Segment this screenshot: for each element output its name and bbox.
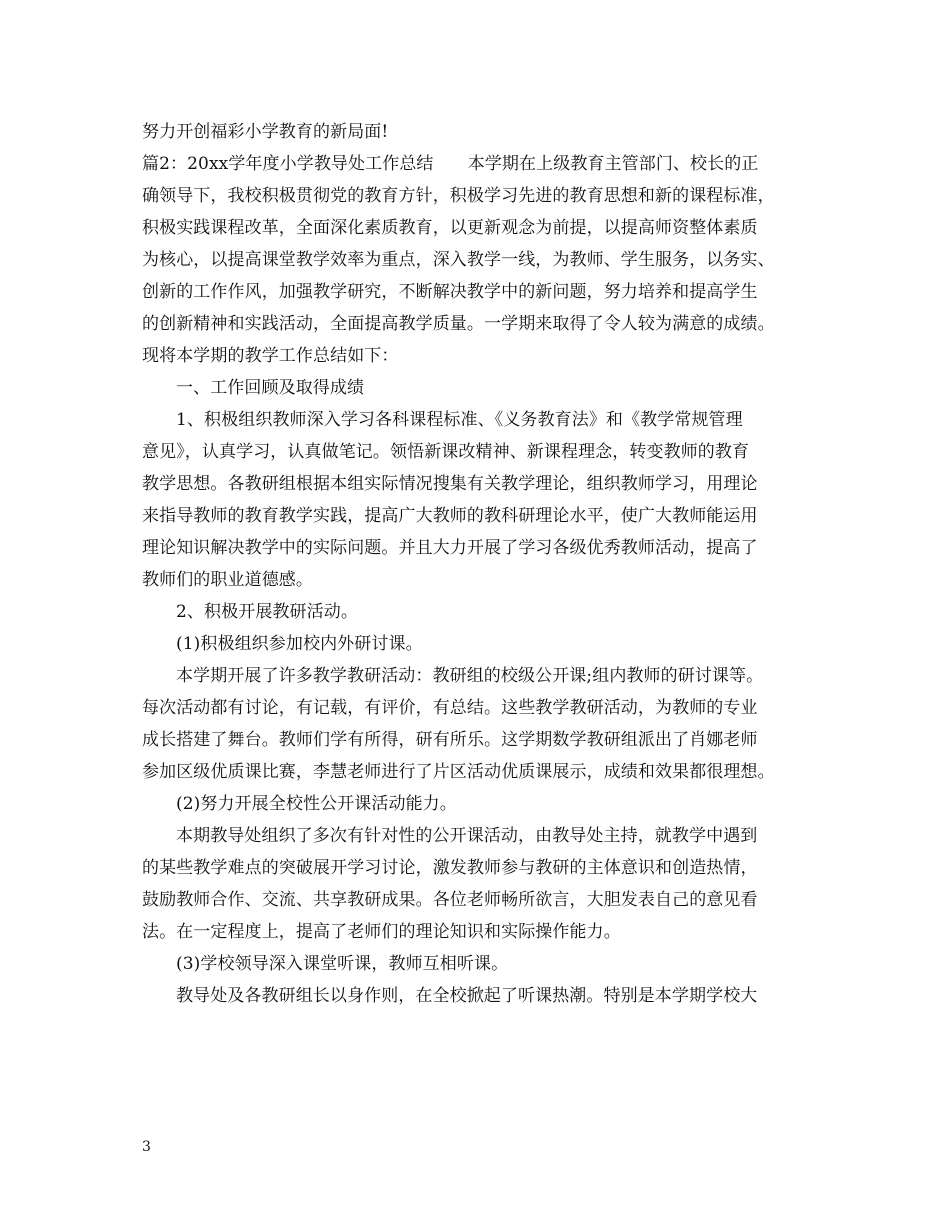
text-line: 来指导教师的教育教学实践，提高广大教师的教科研理论水平，使广大教师能运用 [142, 506, 758, 526]
text-line: 教学思想。各教研组根据本组实际情况搜集有关教学理论，组织教师学习，用理论 [142, 474, 758, 494]
text-line: 鼓励教师合作、交流、共享教研成果。各位老师畅所欲言，大胆发表自己的意见看 [142, 890, 758, 910]
text-line: 为核心，以提高课堂教学效率为重点，深入教学一线，为教师、学生服务，以务实、 [142, 250, 775, 270]
text-line: 努力开创福彩小学教育的新局面! [142, 122, 389, 142]
text-line: 1、积极组织教师深入学习各科课程标准、《义务教育法》和《教学常规管理 [176, 410, 743, 430]
text-line: 确领导下，我校积极贯彻党的教育方针，积极学习先进的教育思想和新的课程标准， [142, 186, 775, 206]
text-line: 教导处及各教研组长以身作则，在全校掀起了听课热潮。特别是本学期学校大 [176, 986, 758, 1006]
text-line: 创新的工作作风，加强教学研究，不断解决教学中的新问题，努力培养和提高学生 [142, 282, 758, 302]
text-line: 的某些教学难点的突破展开学习讨论，激发教师参与教研的主体意识和创造热情， [142, 858, 758, 878]
page-number: 3 [142, 1139, 151, 1155]
subsection-heading: (1)积极组织参加校内外研讨课。 [176, 634, 423, 654]
subsection-heading: 2、积极开展教研活动。 [176, 602, 358, 622]
text-line: 现将本学期的教学工作总结如下： [142, 346, 399, 366]
text-line: 成长搭建了舞台。教师们学有所得，研有所乐。这学期数学教研组派出了肖娜老师 [142, 730, 758, 750]
document-body [142, 116, 842, 1012]
text-line: 积极实践课程改革，全面深化素质教育，以更新观念为前提，以提高师资整体素质 [142, 218, 758, 238]
subsection-heading: (3)学校领导深入课堂听课，教师互相听课。 [176, 954, 509, 974]
text-line: 参加区级优质课比赛，李慧老师进行了片区活动优质课展示，成绩和效果都很理想。 [142, 762, 775, 782]
subsection-heading: (2)努力开展全校性公开课活动能力。 [176, 794, 457, 814]
section-heading: 一、工作回顾及取得成绩 [176, 378, 365, 398]
text-line: 每次活动都有讨论，有记载，有评价，有总结。这些教学教研活动，为教师的专业 [142, 698, 758, 718]
text-line: 篇2：20xx学年度小学教导处工作总结 本学期在上级教育主管部门、校长的正 [142, 154, 759, 174]
text-line: 意见》，认真学习，认真做笔记。领悟新课改精神、新课程理念，转变教师的教育 [142, 442, 750, 462]
text-line: 本期教导处组织了多次有针对性的公开课活动，由教导处主持，就教学中遇到 [176, 826, 758, 846]
text-line: 理论知识解决教学中的实际问题。并且大力开展了学习各级优秀教师活动，提高了 [142, 538, 758, 558]
text-line: 的创新精神和实践活动，全面提高教学质量。一学期来取得了令人较为满意的成绩。 [142, 314, 775, 334]
text-line: 本学期开展了许多教学教研活动：教研组的校级公开课;组内教师的研讨课等。 [176, 666, 764, 686]
text-line: 教师们的职业道德感。 [142, 570, 313, 590]
text-line: 法。在一定程度上，提高了老师们的理论知识和实际操作能力。 [142, 922, 621, 942]
